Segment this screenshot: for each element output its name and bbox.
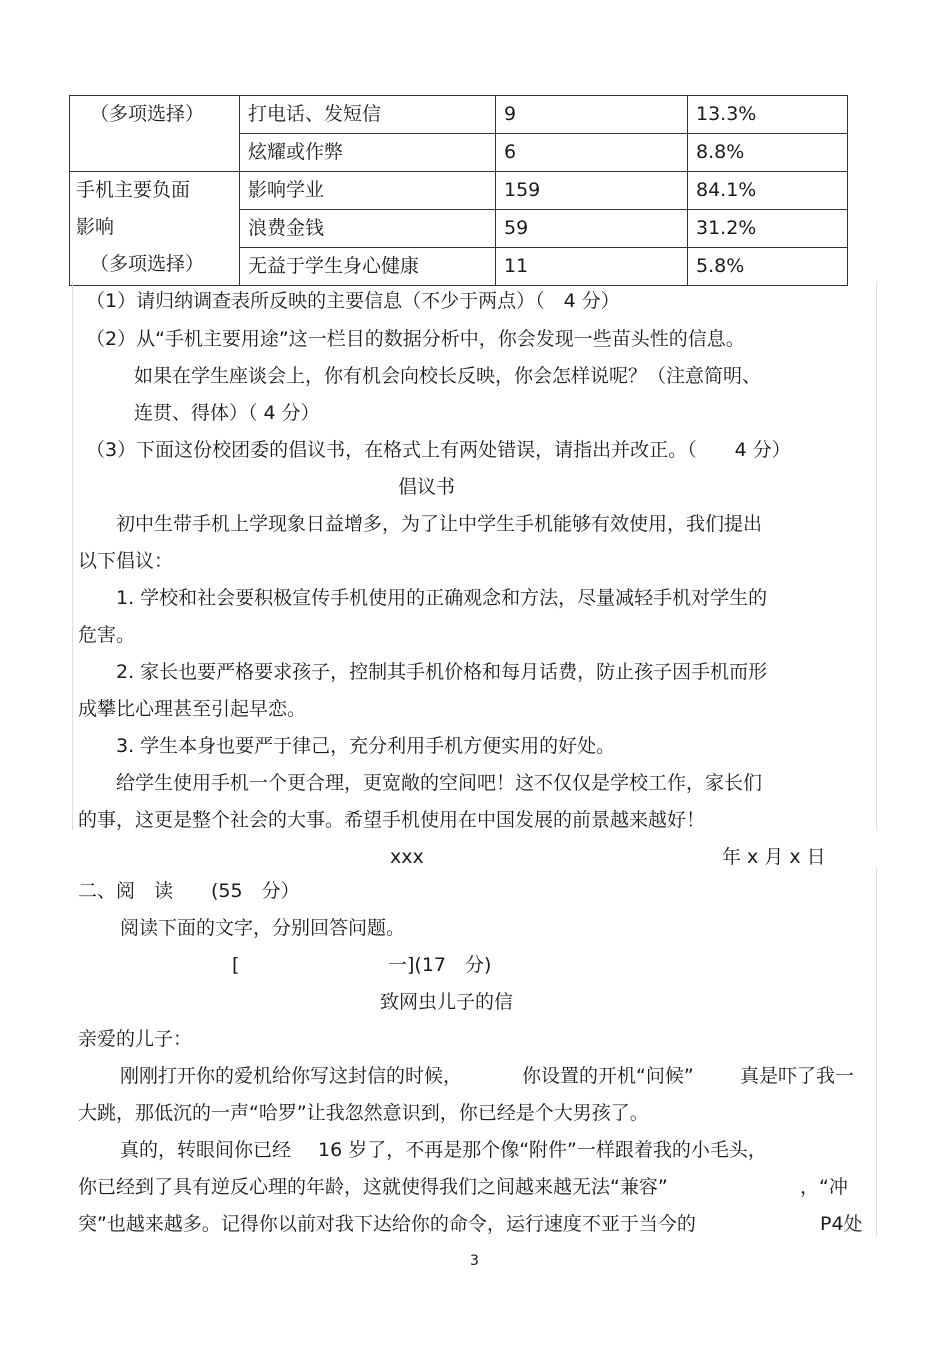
question-1: （1）请归纳调查表所反映的主要信息（不少于两点）（ 4 分） — [86, 290, 620, 312]
proposal-signature: xxx — [390, 846, 424, 868]
survey-table — [69, 95, 848, 286]
letter-p2-line-2a: 你已经到了具有逆反心理的年龄，这就使得我们之间越来越无法“兼容” — [78, 1176, 668, 1198]
letter-p2-line-2b: ，“冲 — [800, 1176, 848, 1198]
table-cell-item: 无益于学生身心健康 — [240, 248, 496, 286]
letter-p1-line-2: 大跳，那低沉的一声“哈罗”让我忽然意识到，你已经是个大男孩了。 — [78, 1102, 649, 1124]
table-cell-item: 浪费金钱 — [240, 210, 496, 248]
table-cell-percent: 84.1% — [688, 172, 848, 210]
scan-edge-line — [876, 282, 877, 830]
scan-edge-line — [876, 868, 877, 1236]
table-cell-percent: 5.8% — [688, 248, 848, 286]
table-cell-category: 手机主要负面 影响 （多项选择） — [70, 172, 240, 286]
letter-salutation: 亲爱的儿子： — [78, 1028, 193, 1050]
table-cell-item: 影响学业 — [240, 172, 496, 210]
reading-instruction: 阅读下面的文字，分别回答问题。 — [120, 917, 406, 939]
letter-p1-line-1c: 真是吓了我一 — [740, 1065, 855, 1087]
proposal-closing-line-1: 给学生使用手机一个更合理，更宽敞的空间吧！这不仅仅是学校工作，家长们 — [116, 772, 763, 794]
part-label: 一](17 分) — [388, 954, 492, 976]
question-2-line-1: （2）从“手机主要用途”这一栏目的数据分析中，你会发现一些苗头性的信息。 — [86, 328, 745, 350]
scan-edge-line — [72, 282, 73, 830]
proposal-item-1-line-1: 1. 学校和社会要积极宣传手机使用的正确观念和方法，尽量减轻手机对学生的 — [116, 587, 768, 609]
reading-section-title: 二、阅 读 (55 分） — [78, 880, 300, 902]
proposal-item-1-line-2: 危害。 — [78, 624, 136, 646]
table-row — [70, 96, 848, 134]
proposal-item-3: 3. 学生本身也要严于律己，充分利用手机方便实用的好处。 — [116, 735, 616, 757]
letter-p2-line-3a: 突”也越来越多。记得你以前对我下达给你的命令，运行速度不亚于当今的 — [78, 1213, 696, 1235]
letter-p1-line-1a: 刚刚打开你的爱机给你写这封信的时候， — [120, 1065, 463, 1087]
table-cell-count: 59 — [496, 210, 688, 248]
proposal-title: 倡议书 — [398, 476, 456, 498]
table-cell-item: 打电话、发短信 — [240, 96, 496, 134]
table-cell-percent: 31.2% — [688, 210, 848, 248]
question-2-line-2: 如果在学生座谈会上，你有机会向校长反映，你会怎样说呢？（注意简明、 — [134, 365, 762, 387]
page-number: 3 — [470, 1253, 479, 1269]
table-row — [70, 172, 848, 210]
table-cell-count: 6 — [496, 134, 688, 172]
letter-p2-line-3b: P4处 — [820, 1213, 863, 1235]
proposal-item-2-line-2: 成攀比心理甚至引起早恋。 — [78, 698, 307, 720]
table-cell-percent: 13.3% — [688, 96, 848, 134]
letter-p2-line-1a: 真的，转眼间你已经 — [120, 1139, 292, 1161]
table-cell-item: 炫耀或作弊 — [240, 134, 496, 172]
letter-p1-line-1b: 你设置的开机“问候” — [522, 1065, 694, 1087]
proposal-date: 年 x 月 x 日 — [722, 846, 826, 868]
question-3: （3）下面这份校团委的倡议书，在格式上有两处错误，请指出并改正。（ 4 分） — [86, 439, 791, 461]
proposal-intro-line-2: 以下倡议： — [78, 550, 174, 572]
proposal-intro-line-1: 初中生带手机上学现象日益增多，为了让中学生手机能够有效使用，我们提出 — [116, 513, 763, 535]
letter-p2-line-1b: 16 岁了，不再是那个像“附件”一样跟着我的小毛头， — [318, 1139, 767, 1161]
letter-title: 致网虫儿子的信 — [380, 991, 514, 1013]
table-cell-count: 9 — [496, 96, 688, 134]
part-label-open-bracket: [ — [232, 954, 240, 976]
table-cell-count: 11 — [496, 248, 688, 286]
table-cell-count: 159 — [496, 172, 688, 210]
question-2-line-3: 连贯、得体）（ 4 分） — [134, 402, 320, 424]
table-cell-category: （多项选择） — [70, 96, 240, 172]
table-cell-percent: 8.8% — [688, 134, 848, 172]
proposal-item-2-line-1: 2. 家长也要严格要求孩子，控制其手机价格和每月话费，防止孩子因手机而形 — [116, 661, 768, 683]
proposal-closing-line-2: 的事，这更是整个社会的大事。希望手机使用在中国发展的前景越来越好！ — [78, 809, 706, 831]
